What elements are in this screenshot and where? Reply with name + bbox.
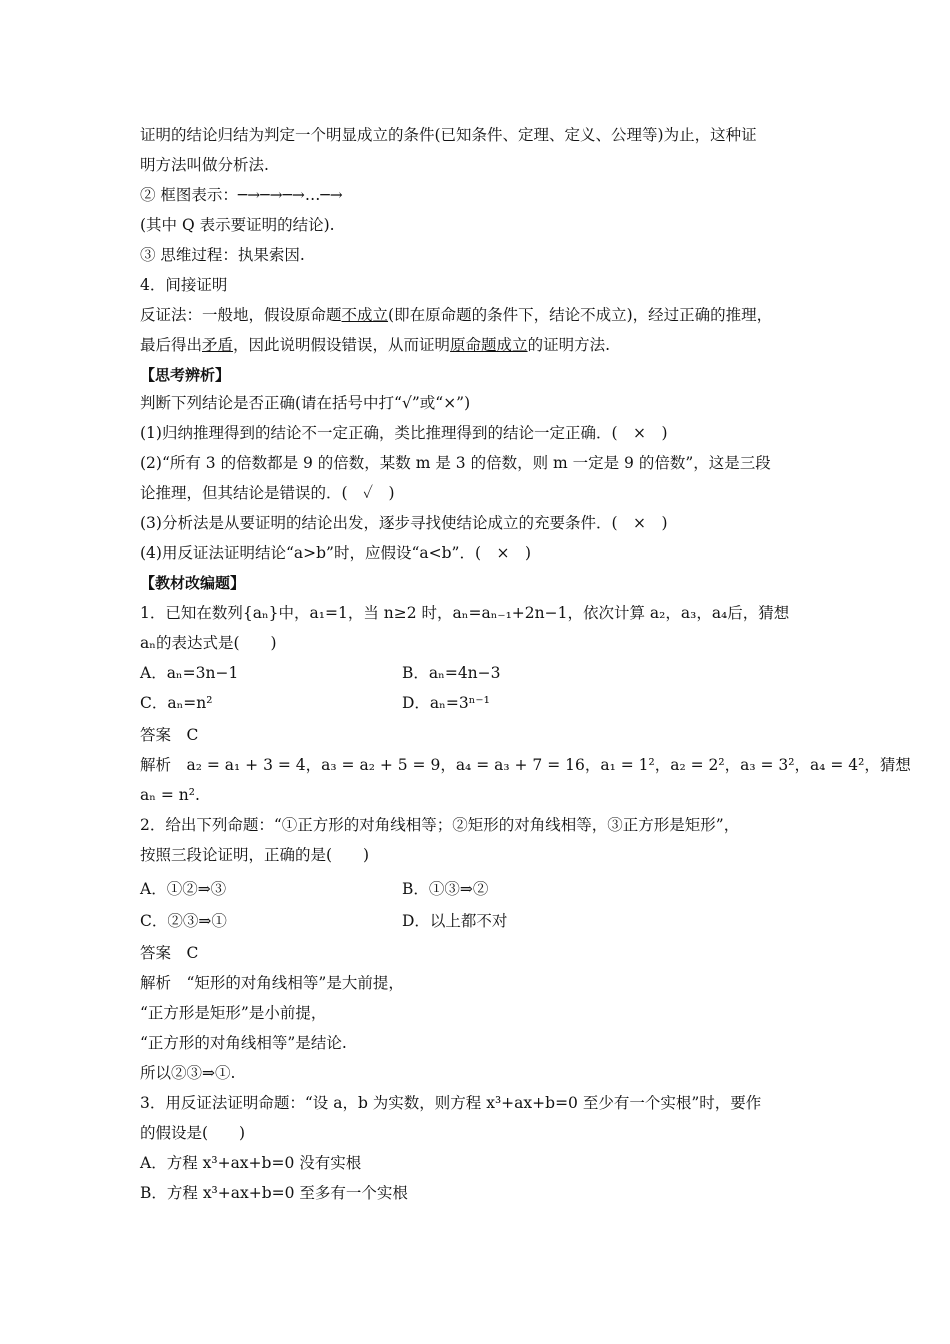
option-row (140, 692, 828, 714)
judgement-item: (4)用反证法证明结论“a>b”时，应假设“a<b”．( × ) (140, 544, 532, 562)
text-line: 证明的结论归结为判定一个明显成立的条件(已知条件、定理、定义、公理等)为止，这种证 (140, 126, 757, 144)
text-line: 判断下列结论是否正确(请在括号中打“√”或“×”) (140, 394, 471, 412)
text-span: ，因此说明假设错误，从而证明 (233, 336, 451, 354)
question-text: 按照三段论证明，正确的是( ) (140, 846, 370, 864)
solution-line: aₙ = n². (140, 786, 200, 804)
text-span: 的证明方法. (527, 336, 610, 354)
option-row (140, 662, 828, 684)
option-b: B．①③⇒② (402, 880, 489, 898)
answer-line: 答案 C (140, 944, 199, 962)
solution-line: “正方形的对角线相等”是结论. (140, 1034, 347, 1052)
text-span: 最后得出 (140, 336, 203, 354)
judgement-item: 论推理，但其结论是错误的．( ✓ ) (140, 484, 395, 502)
judgement-item: (3)分析法是从要证明的结论出发，逐步寻找使结论成立的充要条件．( × ) (140, 514, 668, 532)
underlined-term: 矛盾 (202, 336, 234, 354)
solution-line: 解析 a₂ = a₁ + 3 = 4，a₃ = a₂ + 5 = 9，a₄ = a₃ + 7 = 16，a₁ = 1²，a₂ = 2²，a₃ = 3²，a₄ = 4²，猜想 (140, 756, 911, 774)
judgement-item: (2)“所有 3 的倍数都是 9 的倍数，某数 m 是 3 的倍数，则 m 一定是 9 的倍数”，这是三段 (140, 454, 771, 472)
text-line (140, 304, 828, 326)
question-text: 1．已知在数列{aₙ}中，a₁=1，当 n≥2 时，aₙ=aₙ₋₁+2n−1，依次计算 a₂，a₃，a₄后，猜想 (140, 604, 790, 622)
answer-line: 答案 C (140, 726, 199, 744)
option-row (140, 910, 828, 932)
text-line: ② 框图表示：─→─→─→…─→ (140, 186, 343, 204)
question-text: 2．给出下列命题：“①正方形的对角线相等；②矩形的对角线相等，③正方形是矩形”， (140, 816, 740, 834)
option-line: A．方程 x³+ax+b=0 没有实根 (140, 1154, 362, 1172)
option-c: C．aₙ=n² (140, 694, 213, 712)
option-a: A．aₙ=3n−1 (140, 664, 239, 682)
section-heading: 4．间接证明 (140, 276, 228, 294)
text-line: (其中 Q 表示要证明的结论). (140, 216, 335, 234)
section-heading-thinking: 【思考辨析】 (140, 366, 231, 384)
question-text: 3．用反证法证明命题：“设 a，b 为实数，则方程 x³+ax+b=0 至少有一个实根”时，要作 (140, 1094, 762, 1112)
judgement-item: (1)归纳推理得到的结论不一定正确，类比推理得到的结论一定正确．( × ) (140, 424, 668, 442)
solution-line: 解析 “矩形的对角线相等”是大前提， (140, 974, 404, 992)
option-d: D．以上都不对 (402, 912, 508, 930)
underlined-term: 原命题成立 (450, 336, 528, 354)
text-span: (即在原命题的条件下，结论不成立)，经过正确的推理， (388, 306, 773, 324)
text-line: ③ 思维过程：执果索因. (140, 246, 305, 264)
option-d: D．aₙ=3ⁿ⁻¹ (402, 694, 490, 712)
solution-line: 所以②③⇒①. (140, 1064, 236, 1082)
option-line: B．方程 x³+ax+b=0 至多有一个实根 (140, 1184, 408, 1202)
option-row (140, 878, 828, 900)
option-c: C．②③⇒① (140, 912, 227, 930)
text-line (140, 334, 828, 356)
option-b: B．aₙ=4n−3 (402, 664, 501, 682)
section-heading-textbook: 【教材改编题】 (140, 574, 246, 592)
text-line: 明方法叫做分析法. (140, 156, 269, 174)
text-span: 反证法：一般地，假设原命题 (140, 306, 342, 324)
underlined-term: 不成立 (341, 306, 389, 324)
option-a: A．①②⇒③ (140, 880, 227, 898)
question-text: aₙ的表达式是( ) (140, 634, 277, 652)
solution-line: “正方形是矩形”是小前提， (140, 1004, 327, 1022)
question-text: 的假设是( ) (140, 1124, 246, 1142)
